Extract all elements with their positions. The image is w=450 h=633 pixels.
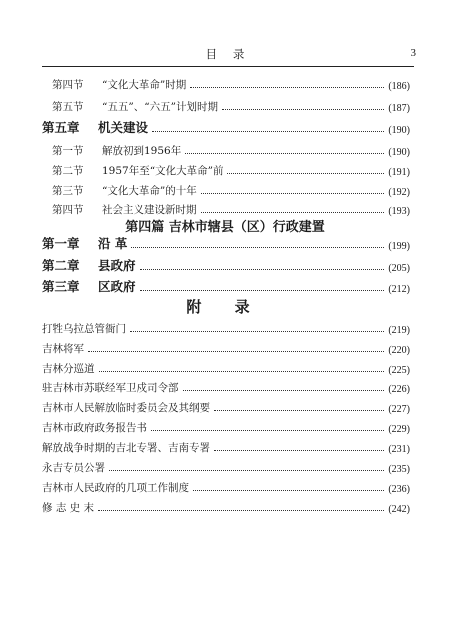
appendix-title: 吉林市政府政务报告书 xyxy=(42,422,147,434)
appendix-title: 永吉专员公署 xyxy=(42,462,105,474)
leader-dots xyxy=(109,469,384,471)
appendix-entry[interactable] xyxy=(42,338,410,356)
page-ref: (199) xyxy=(388,241,410,252)
section-title: “文化大革命”的十年 xyxy=(102,185,197,197)
section-title: 解放初到1956年 xyxy=(102,145,182,157)
page-header xyxy=(42,44,414,67)
page-ref: (220) xyxy=(388,345,410,356)
leader-dots xyxy=(98,509,384,511)
toc-entry[interactable] xyxy=(52,74,410,92)
appendix-entry[interactable] xyxy=(42,417,410,435)
toc-chapter-entry[interactable] xyxy=(42,118,410,136)
appendix-entry[interactable] xyxy=(42,437,410,455)
page-ref: (227) xyxy=(388,404,410,415)
section-number: 第四节 xyxy=(52,204,84,216)
appendix-title: 吉林市人民解放临时委员会及其纲要 xyxy=(42,402,210,414)
leader-dots xyxy=(201,192,385,194)
chapter-number: 第五章 xyxy=(42,120,80,135)
page-ref: (186) xyxy=(388,81,410,92)
chapter-title: 县政府 xyxy=(98,258,136,273)
leader-dots xyxy=(222,108,384,110)
chapter-title: 沿 革 xyxy=(98,236,128,251)
page-ref: (236) xyxy=(388,484,410,495)
appendix-heading: 附 录 xyxy=(186,298,264,316)
page-number: 3 xyxy=(410,47,416,59)
appendix-entry[interactable] xyxy=(42,397,410,415)
toc-entry[interactable] xyxy=(52,140,410,158)
toc-entry[interactable] xyxy=(52,96,410,114)
section-number: 第二节 xyxy=(52,165,84,177)
chapter-title: 区政府 xyxy=(98,279,136,294)
leader-dots xyxy=(88,350,384,352)
leader-dots xyxy=(214,449,384,451)
page-ref: (225) xyxy=(388,365,410,376)
page-ref: (229) xyxy=(388,424,410,435)
appendix-title: 吉林市人民政府的几项工作制度 xyxy=(42,482,189,494)
page-ref: (205) xyxy=(388,263,410,274)
page-ref: (219) xyxy=(388,325,410,336)
appendix-title: 驻吉林市苏联经军卫戍司令部 xyxy=(42,382,179,394)
appendix-entry[interactable] xyxy=(42,497,410,515)
chapter-number: 第一章 xyxy=(42,236,80,251)
chapter-number: 第三章 xyxy=(42,279,80,294)
leader-dots xyxy=(140,268,385,270)
section-number: 第三节 xyxy=(52,185,84,197)
page-ref: (242) xyxy=(388,504,410,515)
appendix-title: 吉林分巡道 xyxy=(42,363,95,375)
toc-entry[interactable] xyxy=(52,180,410,198)
appendix-title: 修 志 史 末 xyxy=(42,502,95,514)
leader-dots xyxy=(140,289,385,291)
section-number: 第四节 xyxy=(52,79,84,91)
appendix-entry[interactable] xyxy=(42,318,410,336)
appendix-entry[interactable] xyxy=(42,358,410,376)
appendix-title: 解放战争时期的吉北专署、吉南专署 xyxy=(42,442,210,454)
leader-dots xyxy=(131,246,384,248)
leader-dots xyxy=(214,409,384,411)
section-title: “文化大革命”时期 xyxy=(102,79,187,91)
leader-dots xyxy=(193,489,384,491)
page-ref: (190) xyxy=(388,147,410,158)
section-number: 第五节 xyxy=(52,101,84,113)
page-ref: (192) xyxy=(388,187,410,198)
toc-chapter-entry[interactable] xyxy=(42,277,410,295)
appendix-entry[interactable] xyxy=(42,457,410,475)
page-ref: (212) xyxy=(388,284,410,295)
leader-dots xyxy=(99,370,385,372)
appendix-entry[interactable] xyxy=(42,377,410,395)
page-ref: (187) xyxy=(388,103,410,114)
chapter-number: 第二章 xyxy=(42,258,80,273)
leader-dots xyxy=(227,172,384,174)
section-title: 1957年至“文化大革命”前 xyxy=(102,165,224,177)
toc-chapter-entry[interactable] xyxy=(42,256,410,274)
toc-chapter-entry[interactable] xyxy=(42,234,410,252)
page-ref: (191) xyxy=(388,167,410,178)
leader-dots xyxy=(185,152,384,154)
section-title: 社会主义建设新时期 xyxy=(102,204,197,216)
header-title: 目 录 xyxy=(205,47,251,61)
page-ref: (193) xyxy=(388,206,410,217)
leader-dots xyxy=(152,130,384,132)
leader-dots xyxy=(151,429,384,431)
leader-dots xyxy=(130,330,384,332)
page-ref: (190) xyxy=(388,125,410,136)
page-ref: (226) xyxy=(388,384,410,395)
section-title: “五五”、“六五”计划时期 xyxy=(102,101,218,113)
toc-entry[interactable] xyxy=(52,199,410,217)
leader-dots xyxy=(183,389,385,391)
appendix-title: 吉林将军 xyxy=(42,343,84,355)
appendix-title: 打牲乌拉总管衙门 xyxy=(42,323,126,335)
leader-dots xyxy=(201,211,385,213)
leader-dots xyxy=(190,86,384,88)
page-ref: (235) xyxy=(388,464,410,475)
appendix-entry[interactable] xyxy=(42,477,410,495)
toc-entry[interactable] xyxy=(52,160,410,178)
section-number: 第一节 xyxy=(52,145,84,157)
part-heading: 第四篇 吉林市辖县（区）行政建置 xyxy=(125,220,325,235)
page-ref: (231) xyxy=(388,444,410,455)
chapter-title: 机关建设 xyxy=(98,120,149,135)
